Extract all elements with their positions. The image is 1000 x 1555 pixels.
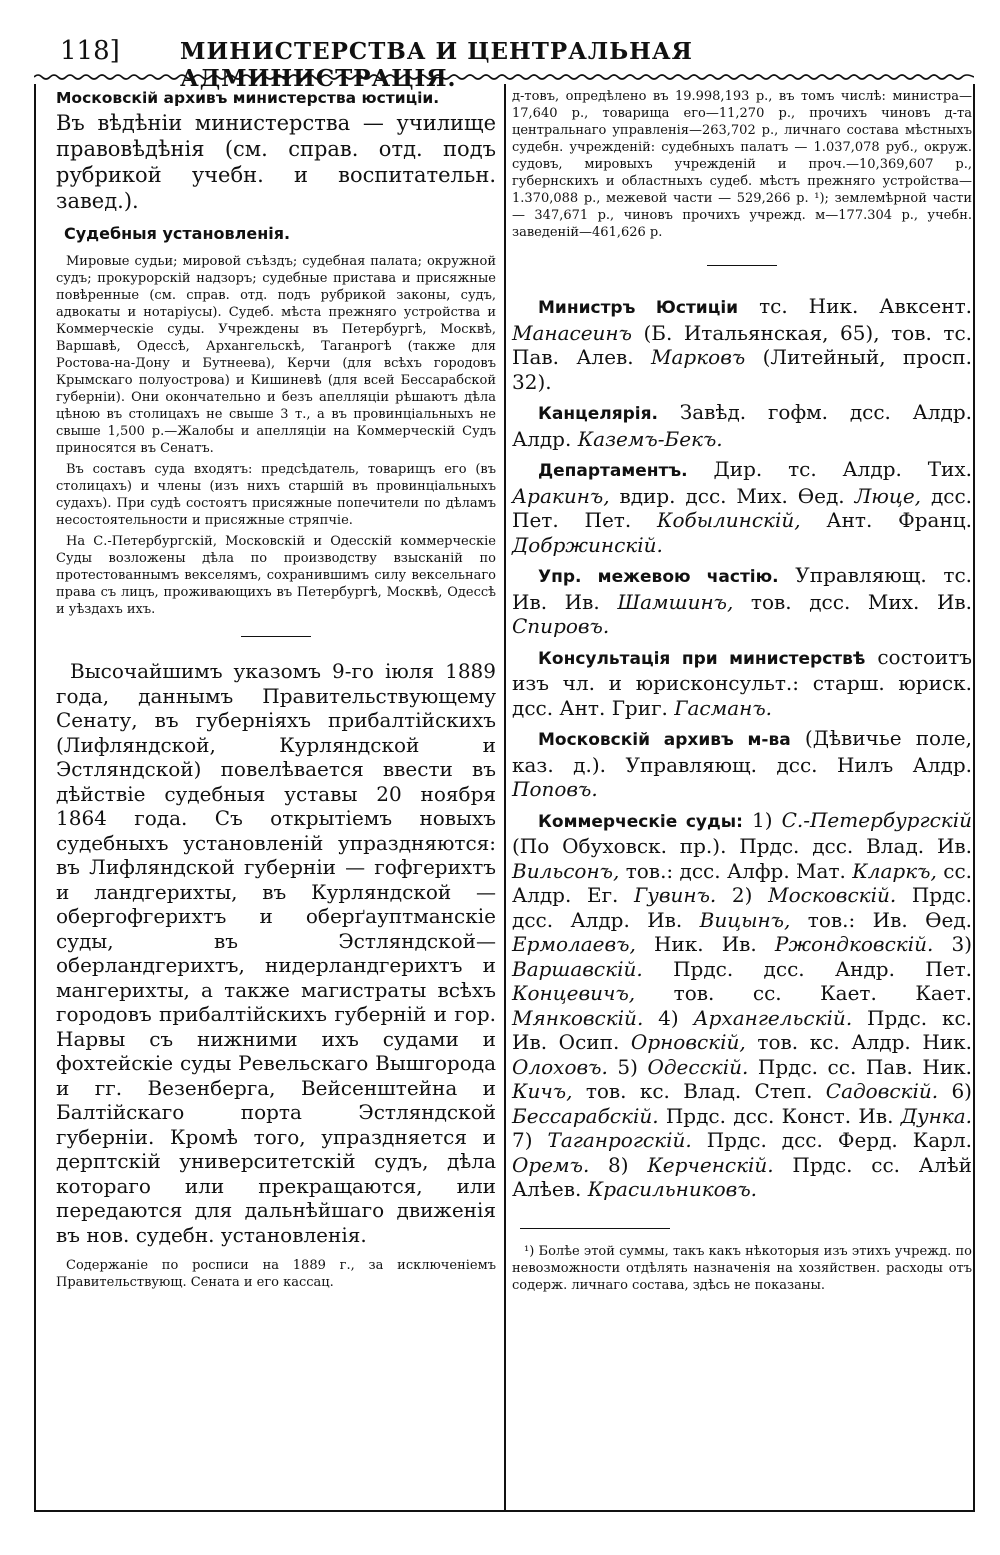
commerce-text: 1) (751, 807, 782, 832)
chancery-entry (512, 400, 972, 451)
decree-paragraph: Высочайшимъ указомъ 9-го іюля 1889 года, даннымъ Правительствующему Сенату, въ губерніяхъ прибалтійскихъ (Лифляндской, Курляндской и Эстляндской) повелѣвается ввести въ дѣйствіе судебныя уставы 20 ноября 1864 года. Съ открытіемъ новыхъ судебныхъ установленій упраздняются: въ Лифляндской губерніи — гофгерихтъ и ландгерихты, въ Курляндской — обергофгерихтъ и оберґауптманскіе суды, въ Эстляндской—оберландгерихтъ, нидерландгерихтъ и мангерихты, а также магистраты всѣхъ городовъ прибалтійскихъ губерній и гор. Нарвы съ нижними ихъ судами и фохтейскіе суды Ревельскаго Вышгорода и гг. Везенберга, Вейсенштейна и Балтійскаго порта Эстляндской губерніи. Кромѣ того, упраздняется и дерптскій университетскій судъ, дѣла котораго или прекращаются, или передаются для дальнѣйшаго движенія въ нов. судебн. установленія. (56, 659, 496, 1247)
vedenie-paragraph: Въ вѣдѣніи министерства — училище правовѣдѣнія (см. справ. отд. подъ рубрикой учебн. и воспитательн. завед.). (56, 111, 496, 213)
left-column (56, 88, 496, 1291)
moscow-archive-label: Московскій архивъ м-ва (538, 730, 791, 750)
consultation-name: Гасманъ. (674, 695, 772, 720)
commerce-text: 8) (589, 1152, 648, 1177)
chancery-label: Канцелярія. (538, 404, 658, 424)
separator (707, 265, 777, 266)
survey-text-2: тов. дсс. Мих. Ив. (750, 589, 972, 614)
commerce-text: Прдс. сс. Пав. Ник. (748, 1054, 973, 1079)
commerce-name: Садовскій. (825, 1079, 939, 1103)
commerce-text: 4) (643, 1005, 694, 1030)
budget-paragraph: Содержаніе по росписи на 1889 г., за исключеніемъ Правительствующ. Сената и его кассац. (56, 1258, 496, 1290)
department-name-4: Добржинскій. (512, 532, 663, 557)
commerce-text: 7) (512, 1128, 548, 1152)
consultation-entry (512, 645, 972, 721)
commerce-name: Бессарабскій. (512, 1103, 659, 1128)
moscow-archive-entry (512, 726, 972, 802)
department-text-4: Ант. Франц. (826, 508, 972, 532)
department-entry (512, 457, 972, 557)
commerce-text: Прдс. дсс. Андр. Пет. (642, 956, 972, 981)
commerce-entry (512, 808, 972, 1202)
commerce-text: Прдс. дсс. Конст. Ив. (658, 1103, 901, 1128)
department-name-2: Люце, (854, 483, 922, 508)
courts-paragraph-2: Въ составъ суда входятъ: предсѣдатель, товарищъ его (въ столицахъ) и члены (изъ нихъ старшій въ провинціальныхъ судахъ). При судѣ состоятъ присяжные попечители по дѣламъ несостоятельности и присяжные стряпчіе. (56, 462, 496, 528)
commerce-text: тов.: дсс. Алфр. Мат. (619, 858, 853, 883)
page-number: 118] (60, 36, 120, 66)
budget-continued: д-товъ, опредѣлено въ 19.998,193 р., въ томъ числѣ: министра—17,640 р., товарища его—11,270 р., прочихъ чиновъ д-та центральнаго управленія—263,702 р., личнаго состава мѣстныхъ судебн. учрежденій: судебныхъ палатъ — 1.037,078 руб., окруж. судовъ, мировыхъ учрежденій и проч.—10,369,607 р., губернскихъ и областныхъ судеб. мѣстъ прежняго устройства—1.370,088 р., межевой части — 529,266 р. ¹); землемѣрной части — 347,671 р., чиновъ прочихъ учрежд. м—177.304 р., учебн. заведеній—461,626 р. (512, 89, 972, 240)
commerce-name: Керченскій. (647, 1152, 774, 1177)
commerce-name: Оремъ. (512, 1152, 590, 1177)
commerce-text: 5) (607, 1054, 648, 1079)
courts-paragraph-1: Мировые судьи; мировой съѣздъ; судебная палата; окружной судъ; прокурорскій надзоръ; судебные пристава и присяжные повѣренные (см. справ. отд. подъ рубрикой законы, судъ, адвокаты и нотаріусы). Судеб. мѣста прежняго устройства и Коммерческіе суды. Учреждены въ Петербургѣ, Москвѣ, Варшавѣ, Одессѣ, Архангельскѣ, Таганрогѣ (также для Ростова-на-Дону и Бутнеева), Керчи (для всѣхъ городовъ Крымскаго полуострова) и Кишиневѣ (для всей Бессарабской губерніи). Они окончательно и безъ апелляціи рѣшаютъ дѣла цѣною въ столицахъ не свыше 3 т., а въ провинціальныхъ не свыше 1,500 р.—Жалобы и апелляціи на Коммерческій Судъ приносятся въ Сенатъ. (56, 254, 496, 456)
commerce-name: Олоховъ. (512, 1054, 608, 1079)
page-header (60, 36, 940, 92)
commerce-text: тов.: Ив. Ѳед. (790, 907, 972, 932)
commerce-name: Вицынъ, (699, 907, 791, 932)
commerce-name: Красильниковъ. (587, 1177, 758, 1201)
separator (241, 636, 311, 637)
commerce-name: Кларкъ, (852, 858, 937, 883)
commerce-text: Прдс. кс. Ив. Осип. (512, 1005, 972, 1054)
commerce-name: Дунка. (900, 1103, 972, 1128)
commerce-label: Коммерческіе суды: (538, 811, 743, 832)
commerce-name: С.-Петербургскій (781, 807, 973, 832)
commerce-text: сс. Алдр. Ег. (512, 858, 973, 907)
department-name-3: Кобылинскій, (657, 508, 801, 532)
moscow-archive-name: Поповъ. (512, 777, 598, 801)
page-title: МИНИСТЕРСТВА И ЦЕНТРАЛЬНАЯ АДМИНИСТРАЦІЯ. (180, 38, 693, 92)
commerce-name: Ермолаевъ, (512, 932, 636, 956)
consultation-text: состоитъ изъ чл. и юрисконсульт.: старш. юриск. дсс. Ант. Григ. (512, 644, 972, 720)
commerce-name: Ржондковскій. (774, 932, 934, 956)
department-text-1: Дир. тс. Алдр. Тих. (713, 457, 973, 481)
moscow-archive-text: (Дѣвичье поле, каз. д.). Управляющ. дсс. Нилъ Алдр. (512, 726, 972, 777)
courts-paragraph-3: На С.-Петербургскій, Московскій и Одесскій коммерческіе Суды возложены дѣла по производству взысканій по протестованнымъ векселямъ, сохранившимъ силу вексельнаго права съ лицъ, проживающихъ въ Петербургѣ, Москвѣ, Одессѣ и уѣздахъ ихъ. (56, 534, 496, 617)
commerce-name: Концевичъ, (512, 981, 636, 1005)
deputy-name: Марковъ (651, 345, 746, 369)
minister-label: Министръ Юстиціи (538, 298, 739, 318)
minister-rest: (Б. Итальянская, 65), тов. тс. Пав. Алев. (512, 320, 973, 369)
commerce-text: 2) (716, 883, 769, 907)
commerce-text: тов. сс. Кает. Кает. (635, 981, 972, 1005)
survey-name-2: Спировъ. (512, 614, 610, 638)
department-name-1: Аракинъ, (512, 483, 610, 508)
department-text-2: вдир. дсс. Мих. Ѳед. (619, 483, 845, 508)
commerce-name: Гувинъ. (634, 883, 717, 907)
department-text-3: дсс. Пет. Пет. (512, 483, 973, 532)
survey-name-1: Шамшинъ, (617, 589, 734, 614)
commerce-name: Таганрогскій. (547, 1128, 692, 1152)
chancery-text: Завѣд. гофм. дсс. Алдр. Алдр. (512, 400, 973, 451)
survey-text-1: Управляющ. тс. Ив. Ив. (512, 563, 973, 614)
commerce-text: (По Обуховск. пр.). Прдс. дсс. Влад. Ив. (512, 834, 972, 858)
commerce-name: Архангельскій. (693, 1005, 853, 1030)
deputy-rest: (Литейный, просп. 32). (512, 345, 972, 394)
commerce-name: Варшавскій. (512, 956, 643, 981)
commerce-text: 3) (933, 932, 972, 956)
chancery-name: Каземъ-Бекъ. (577, 426, 723, 451)
courts-heading: Судебныя установленія. (64, 224, 291, 243)
commerce-text: Ник. Ив. (635, 932, 775, 956)
commerce-name: Московскій. (768, 883, 897, 907)
commerce-text: Прдс. дсс. Ферд. Карл. (691, 1128, 972, 1152)
survey-entry (512, 563, 972, 639)
commerce-text: Прдс. сс. Алѣй Алѣев. (512, 1152, 972, 1201)
footnote-rule (520, 1228, 670, 1229)
consultation-label: Консультація при министерствѣ (538, 648, 866, 669)
archive-heading: Московскій архивъ министерства юстиціи. (56, 89, 440, 107)
commerce-text: тов. кс. Алдр. Ник. (745, 1030, 972, 1054)
commerce-text: 6) (938, 1079, 972, 1103)
footnote: ¹) Болѣе этой суммы, такъ какъ нѣкоторыя изъ этихъ учрежд. по невозможности отдѣлять назначенія на хозяйствен. расходы отъ содерж. личнаго состава, здѣсь не показаны. (512, 1243, 972, 1293)
wavy-rule (34, 72, 974, 82)
commerce-name: Одесскій. (647, 1054, 749, 1079)
commerce-name: Кичъ, (512, 1079, 573, 1103)
right-column (512, 88, 972, 1294)
department-label: Департаментъ. (538, 461, 688, 481)
column-divider (504, 84, 506, 1512)
minister-entry (512, 294, 972, 394)
survey-label: Упр. межевою частію. (538, 567, 779, 587)
minister-text: тс. Ник. Авксент. (759, 294, 972, 318)
commerce-text: Прдс. дсс. Алдр. Ив. (512, 883, 972, 932)
commerce-text: тов. кс. Влад. Степ. (572, 1079, 826, 1103)
commerce-name: Орновскій, (630, 1030, 746, 1054)
minister-name: Манасеинъ (512, 320, 632, 345)
commerce-name: Мянковскій. (512, 1005, 644, 1030)
commerce-name: Вильсонъ, (512, 858, 620, 883)
